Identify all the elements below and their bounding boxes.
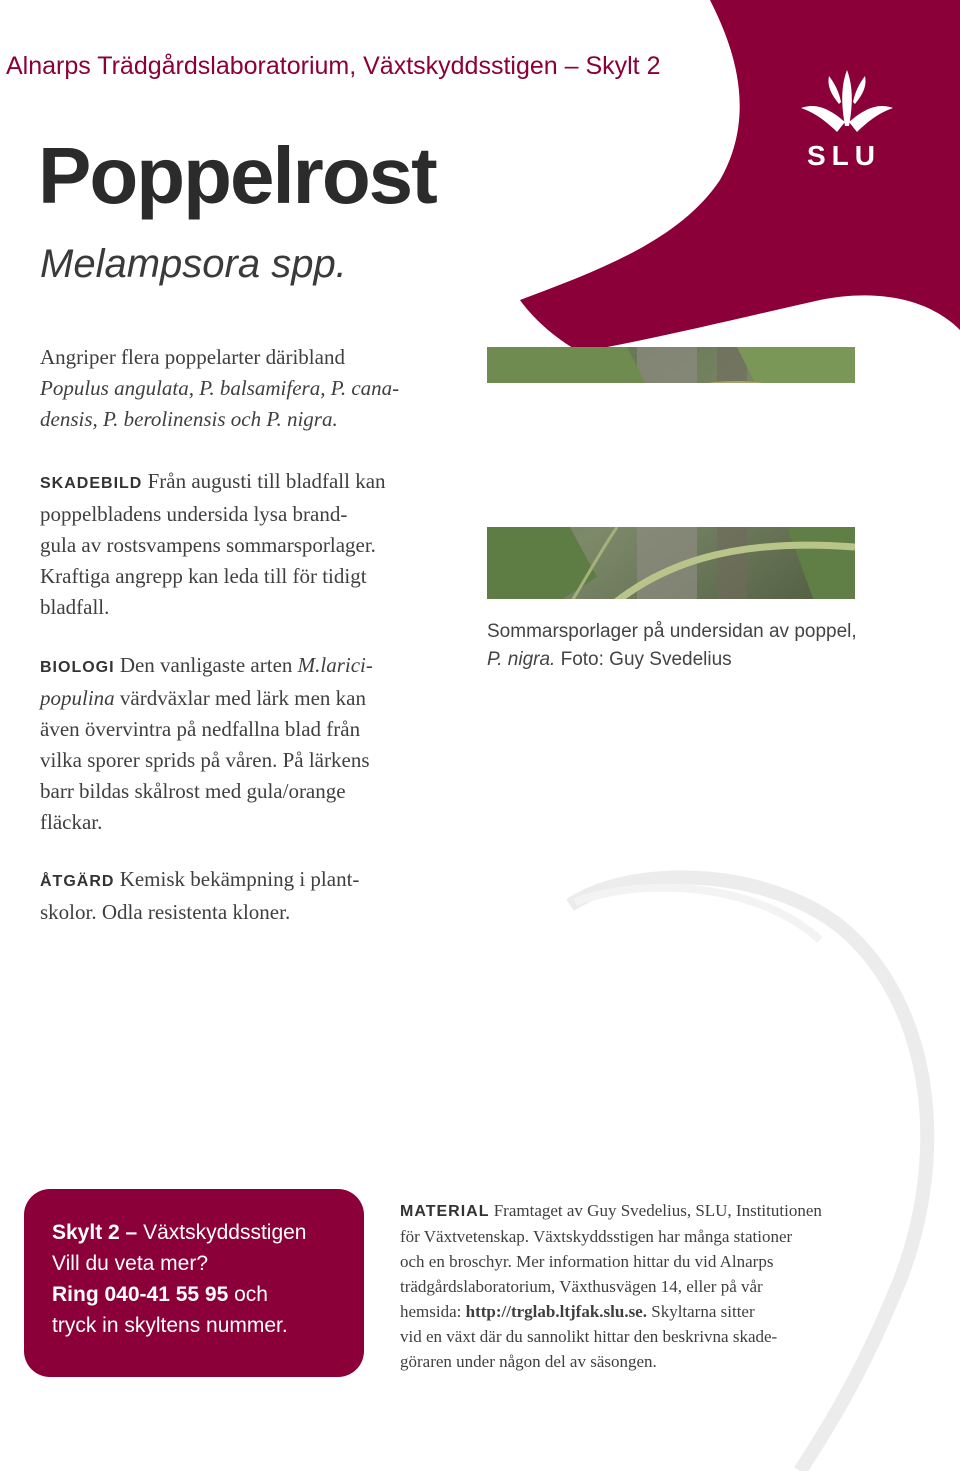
material-text: trädgårdslaboratorium, Växthusvägen 14, eller på vår	[400, 1277, 763, 1296]
biologi-species: populina	[40, 686, 115, 710]
material-text: Skyltarna sitter	[646, 1302, 755, 1321]
intro-line: Angriper flera poppelarter däribland	[40, 345, 345, 369]
info-sign-number: Skylt 2 –	[52, 1221, 144, 1244]
photo-illustration	[487, 347, 855, 609]
slu-logo[interactable]	[795, 64, 900, 174]
info-question: Vill du veta mer?	[52, 1252, 209, 1275]
material-text: Framtaget av Guy Svedelius, SLU, Institutionen	[493, 1201, 822, 1220]
biologi-text: vilka sporer sprids på våren. På lärkens	[40, 748, 370, 772]
poplar-leaf-photo	[487, 347, 855, 609]
skadebild-text: gula av rostsvampens sommarsporlager.	[40, 533, 376, 557]
biologi-text: även övervintra på nedfallna blad från	[40, 717, 361, 741]
biologi-text: barr bildas skålrost med gula/orange	[40, 779, 346, 803]
biologi-species: M.larici-	[297, 653, 373, 677]
material-heading: MATERIAL	[400, 1203, 490, 1220]
material-text: och en broschyr. Mer information hittar du vid Alnarps	[400, 1252, 774, 1271]
biologi-text: fläckar.	[40, 810, 103, 834]
skadebild-heading: SKADEBILD	[40, 475, 143, 492]
atgard-text: Kemisk bekämpning i plant-	[119, 867, 360, 891]
material-text: göraren under någon del av säsongen.	[400, 1352, 657, 1371]
caption-credit: Foto: Guy Svedelius	[555, 649, 732, 670]
intro-line: Populus angulata, P. balsamifera, P. cana-	[40, 376, 400, 400]
caption-species: P. nigra.	[487, 649, 556, 670]
atgard-text: skolor. Odla resistenta kloner.	[40, 900, 291, 924]
intro-paragraph	[40, 342, 440, 435]
biologi-heading: BIOLOGI	[40, 659, 115, 676]
info-phone[interactable]: Ring 040-41 55 95	[52, 1283, 229, 1306]
biologi-section	[40, 650, 440, 838]
material-section	[400, 1198, 900, 1374]
info-box	[24, 1189, 364, 1377]
material-text: hemsida:	[400, 1302, 466, 1321]
info-text: och	[228, 1283, 268, 1306]
page-header: Alnarps Trädgårdslaboratorium, Växtskyddsstigen – Skylt 2	[6, 52, 661, 80]
photo-caption	[487, 618, 857, 674]
biologi-text: Den vanligaste arten	[119, 653, 298, 677]
skadebild-section	[40, 466, 440, 623]
skadebild-text: bladfall.	[40, 595, 110, 619]
info-trail-name: Växtskyddsstigen	[143, 1221, 307, 1244]
caption-line: Sommarsporlager på undersidan av poppel,	[487, 621, 857, 642]
skadebild-text: poppelbladens undersida lysa brand-	[40, 502, 348, 526]
page-title: Poppelrost	[38, 131, 436, 220]
scientific-name: Melampsora spp.	[40, 242, 347, 286]
material-text: vid en växt där du sannolikt hittar den beskrivna skade-	[400, 1327, 778, 1346]
intro-line: densis, P. berolinensis och P. nigra.	[40, 407, 338, 431]
website-link[interactable]: http://trglab.ltjfak.slu.se.	[465, 1302, 647, 1321]
atgard-heading: ÅTGÄRD	[40, 873, 115, 890]
biologi-text: värdväxlar med lärk men kan	[114, 686, 366, 710]
info-text: tryck in skyltens nummer.	[52, 1314, 288, 1337]
skadebild-text: Från augusti till bladfall kan	[147, 469, 386, 493]
atgard-section	[40, 864, 440, 928]
material-text: för Växtvetenskap. Växtskyddsstigen har många stationer	[400, 1227, 793, 1246]
skadebild-text: Kraftiga angrepp kan leda till för tidigt	[40, 564, 367, 588]
decorative-swirl	[570, 877, 927, 1471]
slu-logo-text: SLU	[807, 140, 881, 171]
